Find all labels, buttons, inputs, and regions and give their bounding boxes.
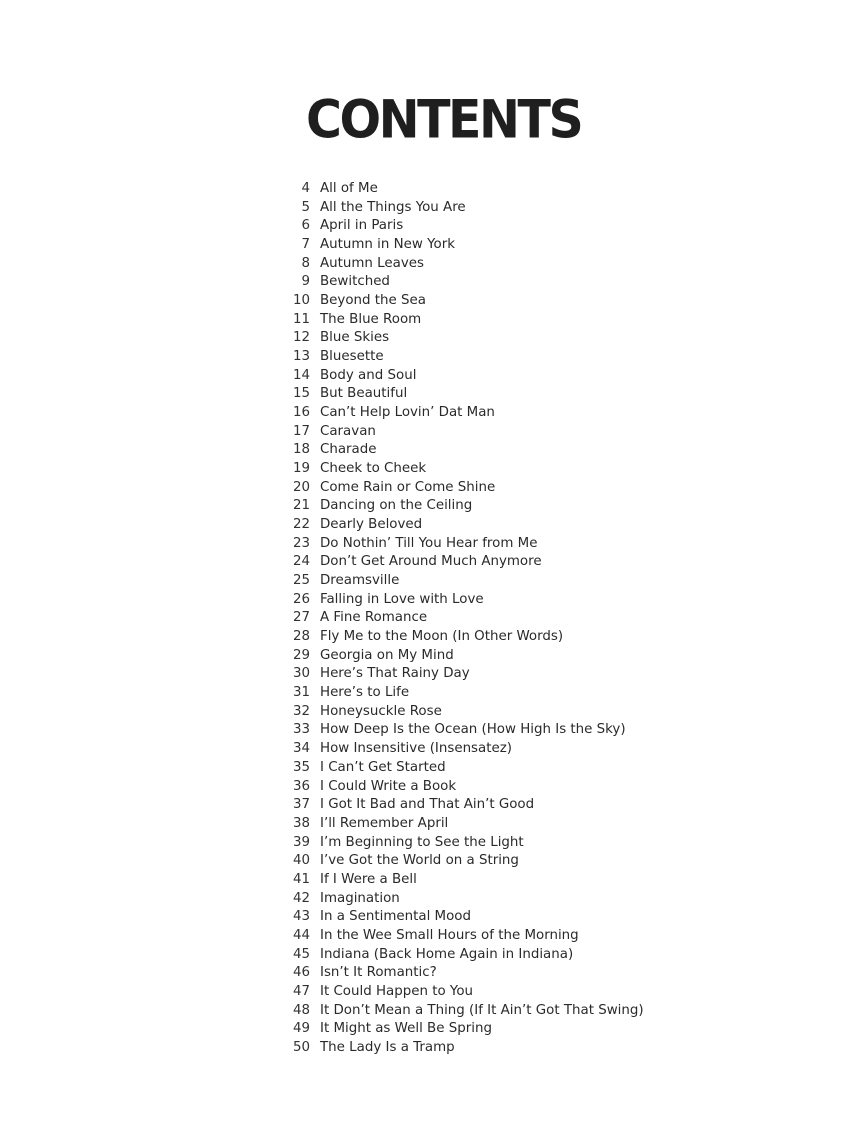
- toc-page-number: 34: [292, 741, 310, 757]
- toc-page-number: 8: [301, 255, 310, 271]
- toc-song-title: Do Nothin’ Till You Hear from Me: [320, 535, 538, 551]
- toc-page-number: 14: [292, 367, 310, 383]
- toc-entry: [278, 927, 678, 946]
- toc-song-title: I Got It Bad and That Ain’t Good: [320, 797, 535, 813]
- toc-song-title: Bewitched: [320, 274, 390, 290]
- toc-page-number: 44: [292, 927, 310, 943]
- toc-entry: [278, 1020, 678, 1039]
- toc-song-title: All of Me: [320, 181, 378, 196]
- toc-page-number: 28: [292, 629, 310, 645]
- toc-entry: [278, 217, 678, 236]
- toc-page-number: 32: [292, 703, 310, 719]
- toc-song-title: Fly Me to the Moon (In Other Words): [320, 629, 564, 645]
- toc-song-title: Beyond the Sea: [320, 293, 426, 309]
- toc-entry: [278, 441, 678, 460]
- toc-page-number: 13: [292, 349, 310, 365]
- toc-page-number: 20: [292, 479, 310, 495]
- toc-entry: [278, 1039, 678, 1058]
- toc-page-number: 46: [292, 965, 310, 981]
- toc-page-number: 12: [292, 330, 310, 346]
- toc-page-number: 43: [292, 909, 310, 925]
- toc-entry: [278, 329, 678, 348]
- toc-song-title: Georgia on My Mind: [320, 647, 454, 663]
- toc-page-number: 16: [292, 405, 310, 421]
- toc-entry: [278, 740, 678, 759]
- toc-entry: [278, 516, 678, 535]
- toc-page-number: 15: [292, 386, 310, 402]
- toc-song-title: All the Things You Are: [320, 199, 466, 215]
- toc-entry: [278, 479, 678, 498]
- toc-page-number: 40: [292, 853, 310, 869]
- toc-entry: [278, 647, 678, 666]
- toc-page-number: 11: [292, 311, 310, 327]
- toc-song-title: Come Rain or Come Shine: [320, 479, 496, 495]
- toc-song-title: Can’t Help Lovin’ Dat Man: [320, 405, 495, 421]
- toc-song-title: In the Wee Small Hours of the Morning: [320, 927, 579, 943]
- toc-entry: [278, 273, 678, 292]
- toc-entry: [278, 404, 678, 423]
- toc-song-title: A Fine Romance: [320, 610, 428, 626]
- toc-entry: [278, 497, 678, 516]
- toc-page-number: 36: [292, 778, 310, 794]
- toc-song-title: Body and Soul: [320, 367, 417, 383]
- toc-page-number: 24: [292, 554, 310, 570]
- toc-entry: [278, 628, 678, 647]
- toc-page-number: 41: [292, 871, 310, 887]
- toc-entry: [278, 665, 678, 684]
- toc-entry: [278, 609, 678, 628]
- toc-page-number: 35: [292, 759, 310, 775]
- toc-song-title: Indiana (Back Home Again in Indiana): [320, 946, 574, 962]
- toc-page-number: 9: [301, 274, 310, 290]
- toc-song-title: Imagination: [320, 890, 400, 906]
- toc-page-number: 26: [292, 591, 310, 607]
- toc-page-number: 7: [301, 237, 310, 253]
- toc-song-title: Dancing on the Ceiling: [320, 498, 473, 514]
- toc-entry: [278, 778, 678, 797]
- toc-entry: [278, 721, 678, 740]
- toc-entry: [278, 367, 678, 386]
- toc-entry: [278, 180, 678, 199]
- toc-entry: [278, 199, 678, 218]
- toc-entry: [278, 684, 678, 703]
- toc-song-title: Falling in Love with Love: [320, 591, 484, 607]
- page-title: CONTENTS: [306, 89, 582, 151]
- toc-page-number: 27: [292, 610, 310, 626]
- toc-entry: [278, 311, 678, 330]
- toc-entry: [278, 703, 678, 722]
- toc-page-number: 31: [292, 685, 310, 701]
- toc-entry: [278, 1002, 678, 1021]
- toc-song-title: Charade: [320, 442, 377, 458]
- toc-page-number: 4: [301, 181, 310, 196]
- toc-song-title: The Blue Room: [320, 311, 422, 327]
- toc-entry: [278, 292, 678, 311]
- toc-entry: [278, 348, 678, 367]
- toc-song-title: I’m Beginning to See the Light: [320, 834, 524, 850]
- toc-page-number: 19: [292, 461, 310, 477]
- toc-page-number: 45: [292, 946, 310, 962]
- toc-entry: [278, 796, 678, 815]
- toc-song-title: Here’s That Rainy Day: [320, 666, 470, 682]
- toc-song-title: How Deep Is the Ocean (How High Is the Sky): [320, 722, 626, 738]
- toc-page-number: 42: [292, 890, 310, 906]
- toc-page-number: 22: [292, 517, 310, 533]
- toc-entry: [278, 983, 678, 1002]
- toc-song-title: Cheek to Cheek: [320, 461, 427, 477]
- toc-entry: [278, 908, 678, 927]
- toc-song-title: I Can’t Get Started: [320, 759, 446, 775]
- toc-page-number: 5: [301, 199, 310, 215]
- toc-page-number: 17: [292, 423, 310, 439]
- toc-song-title: But Beautiful: [320, 386, 408, 402]
- toc-page-number: 6: [301, 218, 310, 234]
- toc-entry: [278, 553, 678, 572]
- toc-entry: [278, 385, 678, 404]
- toc-page-number: 50: [292, 1039, 310, 1055]
- toc-entry: [278, 759, 678, 778]
- toc-song-title: Here’s to Life: [320, 685, 410, 701]
- toc-song-title: Blue Skies: [320, 330, 390, 346]
- toc-song-title: Isn’t It Romantic?: [320, 965, 437, 981]
- toc-song-title: The Lady Is a Tramp: [320, 1039, 455, 1055]
- toc-song-title: Don’t Get Around Much Anymore: [320, 554, 542, 570]
- toc-song-title: How Insensitive (Insensatez): [320, 741, 512, 757]
- table-of-contents: [278, 180, 678, 1058]
- toc-song-title: Autumn Leaves: [320, 255, 424, 271]
- toc-page-number: 18: [292, 442, 310, 458]
- toc-song-title: In a Sentimental Mood: [320, 909, 471, 925]
- toc-entry: [278, 236, 678, 255]
- toc-song-title: Honeysuckle Rose: [320, 703, 442, 719]
- toc-page-number: 48: [292, 1002, 310, 1018]
- toc-song-title: If I Were a Bell: [320, 871, 417, 887]
- toc-page-number: 49: [292, 1021, 310, 1037]
- toc-song-title: Dreamsville: [320, 573, 400, 589]
- toc-entry: [278, 871, 678, 890]
- toc-page-number: 23: [292, 535, 310, 551]
- toc-page-number: 21: [292, 498, 310, 514]
- toc-page-number: 30: [292, 666, 310, 682]
- toc-song-title: It Could Happen to You: [320, 983, 473, 999]
- toc-entry: [278, 964, 678, 983]
- toc-page-number: 38: [292, 815, 310, 831]
- toc-entry: [278, 255, 678, 274]
- toc-page-number: 29: [292, 647, 310, 663]
- toc-song-title: Bluesette: [320, 349, 384, 365]
- toc-entry: [278, 852, 678, 871]
- toc-page-number: 39: [292, 834, 310, 850]
- toc-song-title: Caravan: [320, 423, 376, 439]
- toc-entry: [278, 535, 678, 554]
- toc-song-title: I’ve Got the World on a String: [320, 853, 519, 869]
- toc-song-title: Dearly Beloved: [320, 517, 423, 533]
- toc-page-number: 33: [292, 722, 310, 738]
- toc-page-number: 10: [292, 293, 310, 309]
- toc-entry: [278, 460, 678, 479]
- toc-song-title: Autumn in New York: [320, 237, 455, 253]
- toc-entry: [278, 423, 678, 442]
- toc-song-title: It Don’t Mean a Thing (If It Ain’t Got That Swing): [320, 1002, 644, 1018]
- toc-entry: [278, 946, 678, 965]
- toc-entry: [278, 815, 678, 834]
- toc-entry: [278, 890, 678, 909]
- toc-entry: [278, 572, 678, 591]
- toc-page-number: 25: [292, 573, 310, 589]
- toc-song-title: It Might as Well Be Spring: [320, 1021, 492, 1037]
- toc-song-title: April in Paris: [320, 218, 404, 234]
- toc-entry: [278, 834, 678, 853]
- toc-page-number: 47: [292, 983, 310, 999]
- toc-entry: [278, 591, 678, 610]
- toc-page-number: 37: [292, 797, 310, 813]
- toc-song-title: I Could Write a Book: [320, 778, 457, 794]
- toc-song-title: I’ll Remember April: [320, 815, 449, 831]
